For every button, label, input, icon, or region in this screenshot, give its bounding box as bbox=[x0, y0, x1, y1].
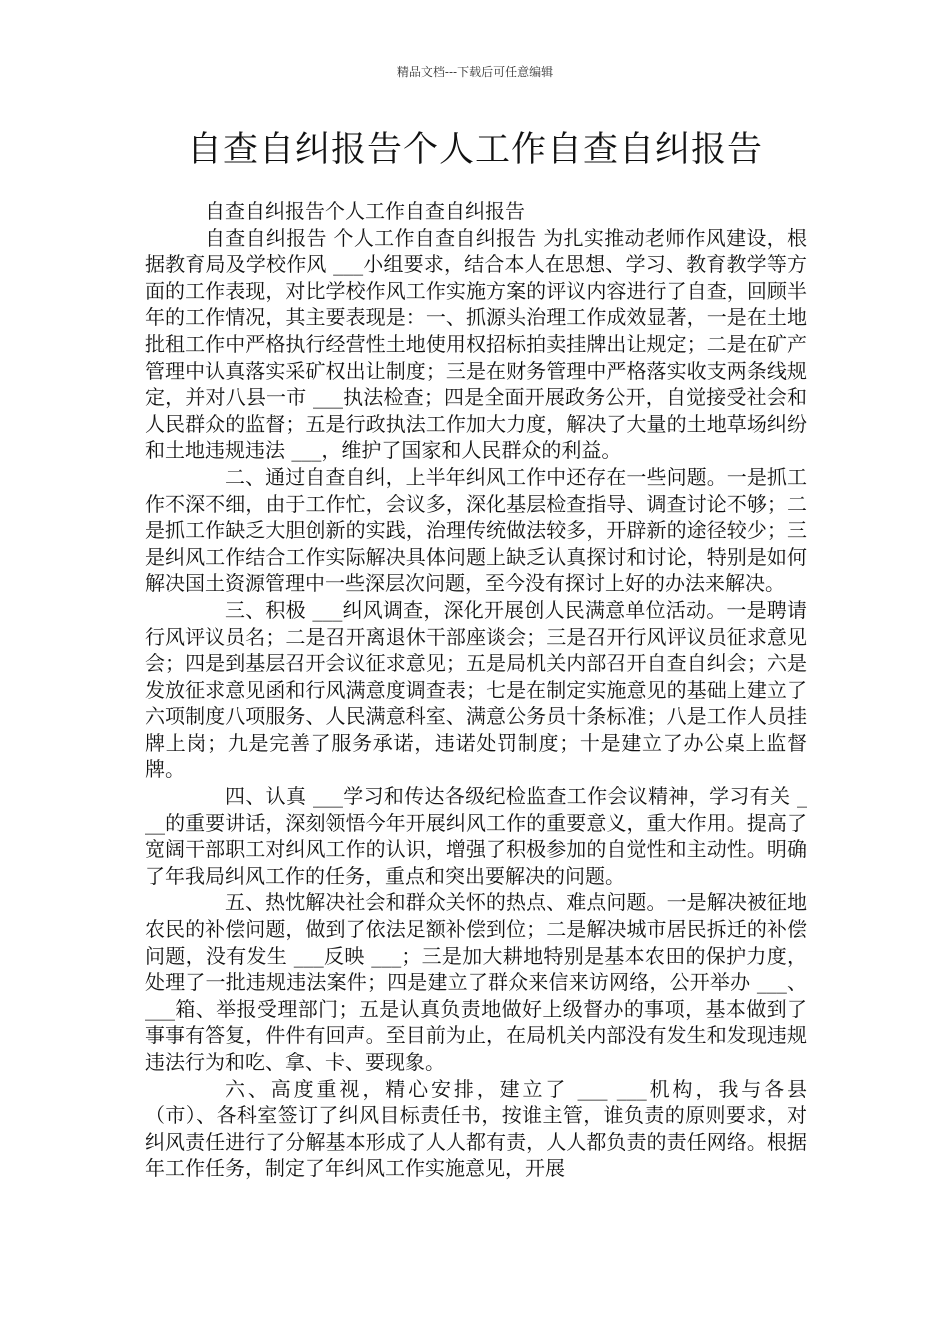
paragraph-2: 二、通过自查自纠，上半年纠风工作中还存在一些问题。一是抓工作不深不细，由于工作忙，会议多，深化基层检查指导、调查讨论不够；二是抓工作缺乏大胆创新的实践，治理传统做法较多，开辟新的途径较少；三是纠风工作结合工作实际解决具体问题上缺乏认真探讨和讨论，特别是如何解决国土资源管理中一些深层次问题，至今没有探讨上好的办法来解决。 bbox=[145, 464, 807, 596]
document-body bbox=[145, 198, 807, 1182]
paragraph-6: 六、高度重视，精心安排，建立了 ___ ___机构，我与各县（市）、各科室签订了纠风目标责任书，按谁主管，谁负责的原则要求，对纠风责任进行了分解基本形成了人人都有责，人人都负责的责任网络。根据年工作任务，制定了年纠风工作实施意见，开展 bbox=[145, 1076, 807, 1181]
page-header: 精品文档---下载后可任意编辑 bbox=[396, 65, 554, 79]
paragraph-1: 自查自纠报告 个人工作自查自纠报告 为扎实推动老师作风建设，根据教育局及学校作风 ___小组要求，结合本人在思想、学习、教育教学等方面的工作表现，对比学校作风工作实施方案的评议内容进行了自查，回顾半年的工作情况，其主要表现是：一、抓源头治理工作成效显著，一是在土地批租工作中严格执行经营性土地使用权招标拍卖挂牌出让规定；二是在矿产管理中认真落实采矿权出让制度；三是在财务管理中严格落实收支两条线规定，并对八县一市 ___执法检查；四是全面开展政务公开，自觉接受社会和人民群众的监督；五是行政执法工作加大力度，解决了大量的土地草场纠纷和土地违规违法 ___，维护了国家和人民群众的利益。 bbox=[145, 225, 807, 463]
document-subtitle: 自查自纠报告个人工作自查自纠报告 bbox=[205, 199, 525, 223]
paragraph-4: 四、认真 ___学习和传达各级纪检监查工作会议精神，学习有关 ___的重要讲话，深刻领悟今年开展纠风工作的重要意义，重大作用。提高了宽阔干部职工对纠风工作的认识，增强了积极参加的自觉性和主动性。明确了年我局纠风工作的任务，重点和突出要解决的问题。 bbox=[145, 784, 807, 888]
paragraph-3: 三、积极 ___纠风调查，深化开展创人民满意单位活动。一是聘请行风评议员名；二是召开离退休干部座谈会；三是召开行风评议员征求意见会；四是到基层召开会议征求意见；五是局机关内部召开自查自纠会；六是发放征求意见函和行风满意度调查表；七是在制定实施意见的基础上建立了六项制度八项服务、人民满意科室、满意公务员十条标准；八是工作人员挂牌上岗；九是完善了服务承诺，违诺处罚制度；十是建立了办公桌上监督牌。 bbox=[145, 597, 807, 782]
document-title: 自查自纠报告个人工作自查自纠报告 bbox=[186, 130, 763, 170]
paragraph-5: 五、热忱解决社会和群众关怀的热点、难点问题。一是解决被征地农民的补偿问题，做到了依法足额补偿到位；二是解决城市居民拆迁的补偿问题，没有发生 ___反映 ___；三是加大耕地特别是基本农田的保护力度，处理了一批违规违法案件；四是建立了群众来信来访网络，公开举办 ___、 ___箱、举报受理部门；五是认真负责地做好上级督办的事项，基本做到了事事有答复，件件有回声。至目前为止，在局机关内部没有发生和发现违规违法行为和吃、拿、卡、要现象。 bbox=[145, 890, 807, 1074]
